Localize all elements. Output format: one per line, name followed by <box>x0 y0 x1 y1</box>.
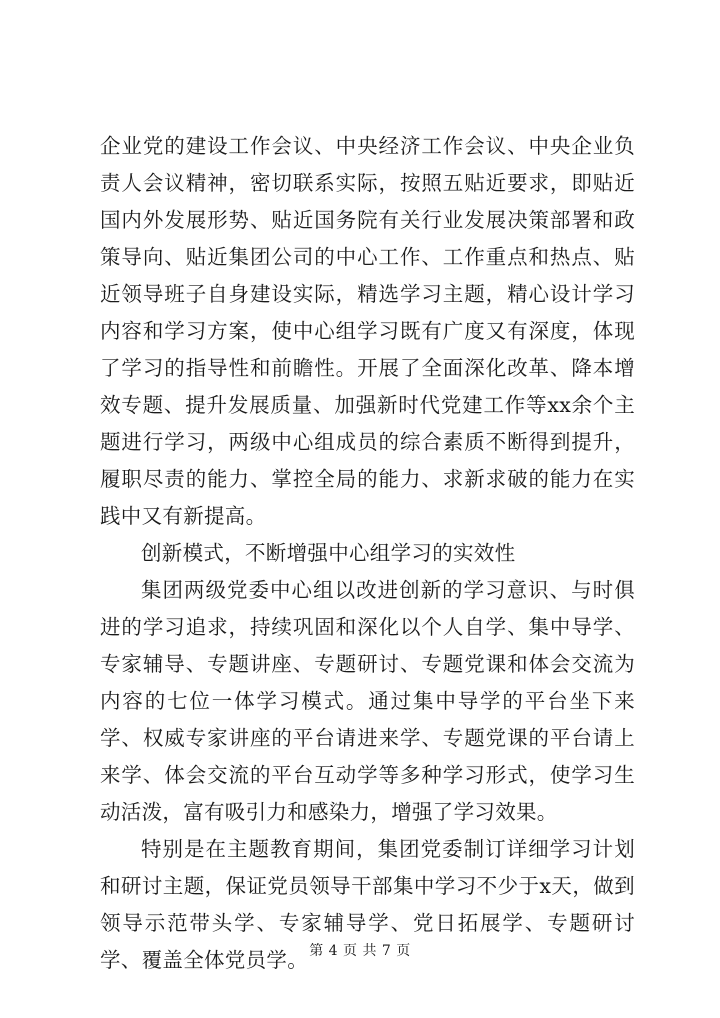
body-paragraph-continued: 企业党的建设工作会议、中央经济工作会议、中央企业负责人会议精神，密切联系实际，按照五贴近要求，即贴近国内外发展形势、贴近国务院有关行业发展决策部署和政策导向、贴近集团公司的中心工作、工作重点和热点、贴近领导班子自身建设实际，精选学习主题，精心设计学习内容和学习方案，使中心组学习既有广度又有深度，体现了学习的指导性和前瞻性。开展了全面深化改革、降本增效专题、提升发展质量、加强新时代党建工作等xx余个主题进行学习，两级中心组成员的综合素质不断得到提升，履职尽责的能力、掌控全局的能力、求新求破的能力在实践中又有新提高。 <box>100 134 635 528</box>
body-paragraph: 特别是在主题教育期间，集团党委制订详细学习计划和研讨主题，保证党员领导干部集中学习不少于x天，做到领导示范带头学、专家辅导学、党日拓展学、专题研讨学、覆盖全体党员学。 <box>100 837 635 972</box>
page-number-footer: 第 4 页 共 7 页 <box>309 943 411 959</box>
document-body <box>100 128 635 979</box>
section-heading: 创新模式，不断增强中心组学习的实效性 <box>141 541 516 565</box>
body-paragraph: 集团两级党委中心组以改进创新的学习意识、与时俱进的学习追求，持续巩固和深化以个人自学、集中导学、专家辅导、专题讲座、专题研讨、专题党课和体会交流为内容的七位一体学习模式。通过集中导学的平台坐下来学、权威专家讲座的平台请进来学、专题党课的平台请上来学、体会交流的平台互动学等多种学习形式，使学习生动活泼，富有吸引力和感染力，增强了学习效果。 <box>100 578 635 824</box>
